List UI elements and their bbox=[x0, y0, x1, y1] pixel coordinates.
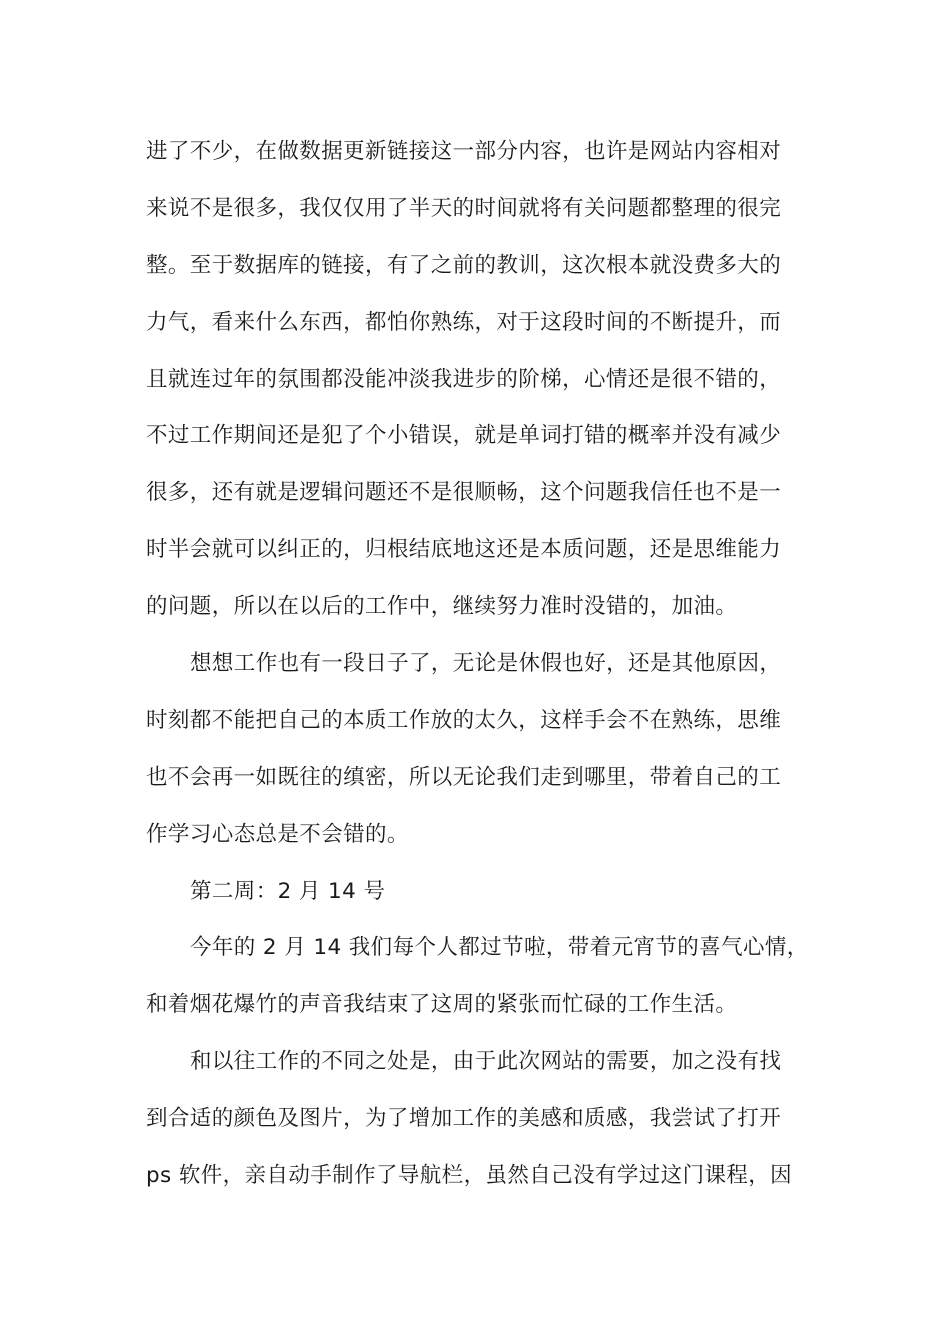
text-line: 时刻都不能把自己的本质工作放的太久，这样手会不在熟练，思维 bbox=[146, 707, 782, 733]
text-line: 很多，还有就是逻辑问题还不是很顺畅，这个问题我信任也不是一 bbox=[146, 480, 782, 506]
text-line: 和以往工作的不同之处是，由于此次网站的需要，加之没有找 bbox=[190, 1049, 782, 1075]
text-line: 整。至于数据库的链接，有了之前的教训，这次根本就没费多大的 bbox=[146, 252, 782, 278]
text-line: 和着烟花爆竹的声音我结束了这周的紧张而忙碌的工作生活。 bbox=[146, 992, 738, 1018]
text-line: 作学习心态总是不会错的。 bbox=[146, 821, 409, 847]
text-line: 且就连过年的氛围都没能冲淡我进步的阶梯，心情还是很不错的， bbox=[146, 366, 782, 392]
text-line: 不过工作期间还是犯了个小错误，就是单词打错的概率并没有减少 bbox=[146, 423, 782, 449]
text-line: 想想工作也有一段日子了，无论是休假也好，还是其他原因， bbox=[190, 651, 782, 677]
text-line: ps 软件，亲自动手制作了导航栏，虽然自己没有学过这门课程，因 bbox=[146, 1163, 793, 1189]
text-line: 力气，看来什么东西，都怕你熟练，对于这段时间的不断提升，而 bbox=[146, 309, 782, 335]
text-line: 也不会再一如既往的缜密，所以无论我们走到哪里，带着自己的工 bbox=[146, 764, 782, 790]
text-line: 时半会就可以纠正的，归根结底地这还是本质问题，还是思维能力 bbox=[146, 537, 782, 563]
text-line: 来说不是很多，我仅仅用了半天的时间就将有关问题都整理的很完 bbox=[146, 195, 782, 221]
text-line: 今年的 2 月 14 我们每个人都过节啦，带着元宵节的喜气心情， bbox=[190, 935, 809, 961]
text-line: 进了不少，在做数据更新链接这一部分内容，也许是网站内容相对 bbox=[146, 139, 782, 164]
text-line: 第二周：2 月 14 号 bbox=[190, 878, 386, 904]
text-line: 到合适的颜色及图片，为了增加工作的美感和质感，我尝试了打开 bbox=[146, 1106, 782, 1132]
document-body bbox=[146, 124, 822, 1205]
text-line: 的问题，所以在以后的工作中，继续努力准时没错的，加油。 bbox=[146, 594, 738, 620]
